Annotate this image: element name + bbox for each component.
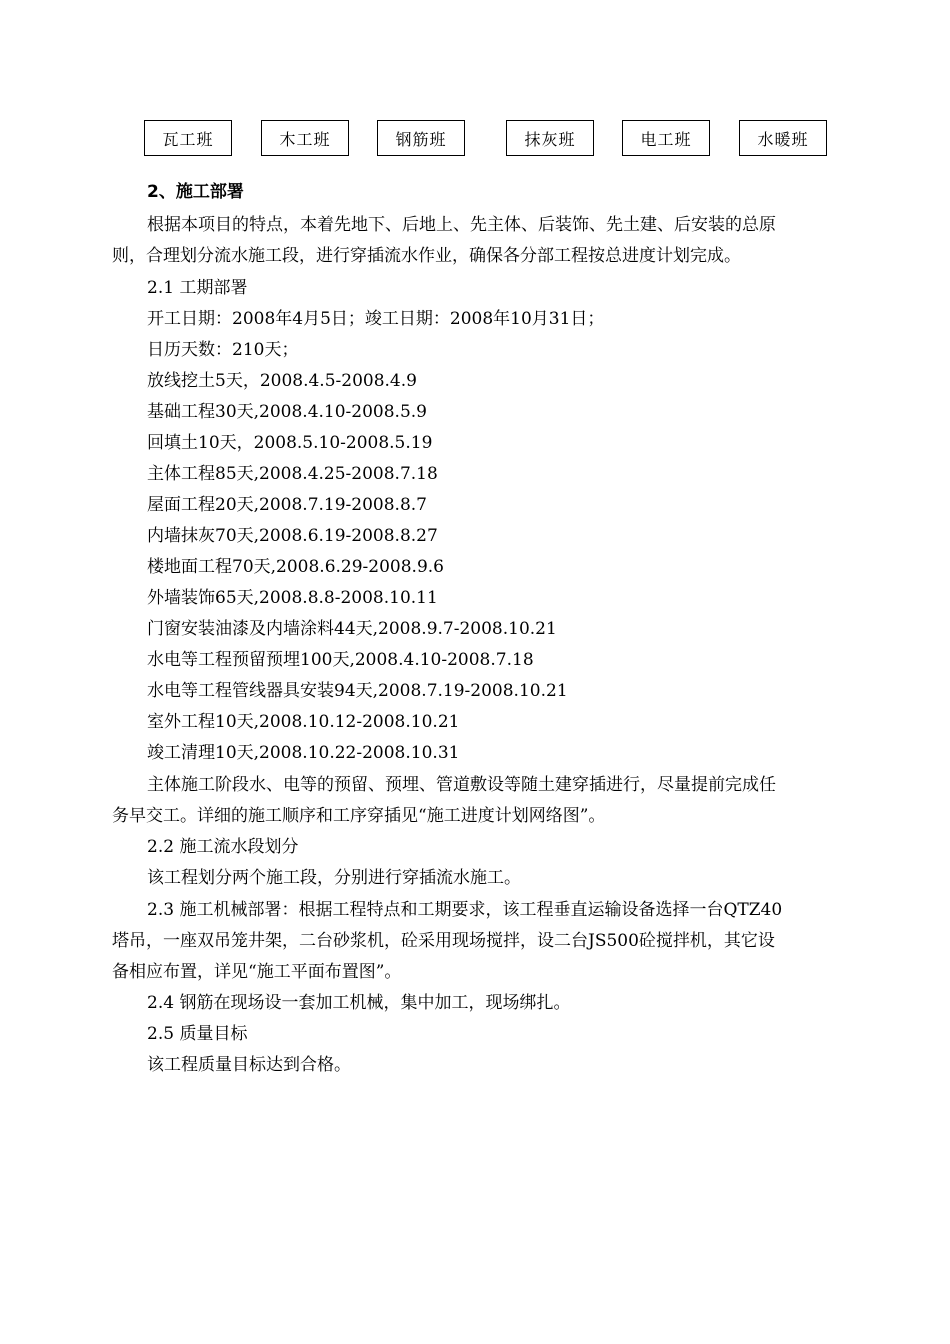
intro-line-2: 则，合理划分流水施工段，进行穿插流水作业，确保各分部工程按总进度计划完成。 [112,246,741,266]
schedule-item: 水电等工程管线器具安装94天,2008.7.19-2008.10.21 [147,681,568,701]
intro-line-1: 根据本项目的特点，本着先地下、后地上、先主体、后装饰、先土建、后安装的总原 [147,215,776,235]
dates-line: 开工日期：2008年4月5日；竣工日期：2008年10月31日； [147,309,605,329]
section-heading: 2、施工部署 [147,182,244,202]
schedule-item: 内墙抹灰70天,2008.6.19-2008.8.27 [147,526,438,546]
schedule-item: 主体工程85天,2008.4.25-2008.7.18 [147,464,438,484]
crew-box-plaster: 抹灰班 [506,120,594,156]
crew-box-plumbing: 水暖班 [739,120,827,156]
subsection-2-3-line-1: 2.3 施工机械部署：根据工程特点和工期要求，该工程垂直运输设备选择一台QTZ40 [147,900,783,920]
subsection-2-5-text: 该工程质量目标达到合格。 [147,1055,351,1075]
subsection-2-2-title: 2.2 施工流水段划分 [147,837,299,857]
schedule-item: 室外工程10天,2008.10.12-2008.10.21 [147,712,460,732]
schedule-item: 外墙装饰65天,2008.8.8-2008.10.11 [147,588,438,608]
main-stage-line-1: 主体施工阶段水、电等的预留、预埋、管道敷设等随土建穿插进行，尽量提前完成任 [147,775,776,795]
schedule-item: 屋面工程20天,2008.7.19-2008.8.7 [147,495,428,515]
schedule-item: 基础工程30天,2008.4.10-2008.5.9 [147,402,428,422]
crew-box-carpentry: 木工班 [261,120,349,156]
subsection-2-4: 2.4 钢筋在现场设一套加工机械，集中加工，现场绑扎。 [147,993,571,1013]
subsection-2-3-line-3: 备相应布置，详见“施工平面布置图”。 [112,962,402,982]
crew-box-electrical: 电工班 [622,120,710,156]
schedule-item: 水电等工程预留预埋100天,2008.4.10-2008.7.18 [147,650,534,670]
crew-box-tile: 瓦工班 [144,120,232,156]
schedule-item: 放线挖土5天，2008.4.5-2008.4.9 [147,371,417,391]
calendar-days: 日历天数：210天； [147,340,299,360]
subsection-2-3-line-2: 塔吊，一座双吊笼井架，二台砂浆机，砼采用现场搅拌，设二台JS500砼搅拌机，其它设 [112,931,775,951]
crew-box-rebar: 钢筋班 [377,120,465,156]
schedule-item: 楼地面工程70天,2008.6.29-2008.9.6 [147,557,445,577]
main-stage-line-2: 务早交工。详细的施工顺序和工序穿插见“施工进度计划网络图”。 [112,806,606,826]
subsection-2-1-title: 2.1 工期部署 [147,278,248,298]
subsection-2-2-text: 该工程划分两个施工段，分别进行穿插流水施工。 [147,868,521,888]
schedule-item: 回填土10天，2008.5.10-2008.5.19 [147,433,433,453]
subsection-2-5-title: 2.5 质量目标 [147,1024,248,1044]
schedule-item: 门窗安装油漆及内墙涂料44天,2008.9.7-2008.10.21 [147,619,557,639]
schedule-item: 竣工清理10天,2008.10.22-2008.10.31 [147,743,460,763]
